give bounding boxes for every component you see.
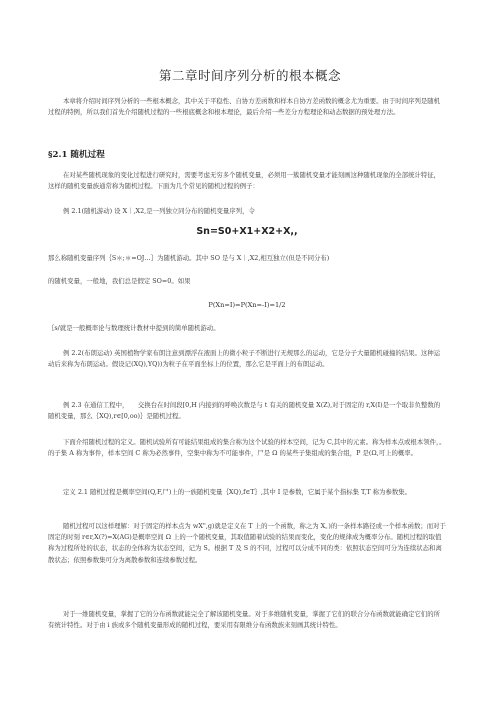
paragraph-2: 那么称随机变量序列｛S＊;＊=OJ…｝为随机游动。其中 SO 是与 X｜,X2,相互独立(但是不同分布) — [48, 254, 330, 262]
example-2-2: 例 2.2(布朗运动) 英国植物学家布朗注意到漂浮在液面上的微小粒子不断进行无规那么的运动，它是分子大量随机碰撞的结果。这种运动后来称为布朗运动。假设记(XQ),YQ))为粒子在平面坐标上的位置，那么它是平面上的布朗运动。 — [48, 349, 441, 369]
formula-probability: P(Xn=I)=P(Xn=-I)=1/2 — [208, 301, 286, 309]
paragraph-6: 随机过程可以这样理解：对于固定的样本点为 wX",g)就是定义在 T 上的一个函数，称之为 X。)的一条样本路径或一个样本函数；而对于固定的时刻 r∈r,X(?)=X(AG)是概率空间 Ω 上的一个随机变量，其取值随着试验的结果而变化，变化的规律成为概率分布。随机过程的取值称为过程所处的状态，状态的全体称为状态空间，记为 S。根据 T 及 S 的不同，过程可以分成不同的类：依照状态空间可分为连续状态和离散状态；依照参数集可分为离散参数和连续参数过程。 — [48, 522, 446, 564]
paragraph-7: 对于一维随机变量，掌握了它的分布函数就能完全了解该随机变量。对于多维随机变量，掌握了它们的联合分布函数就能确定它们的所有统计特性。对于由 i 族或多个随机变量形成的随机过程，要采用有限维分布函数族来刻画其统计特性。 — [48, 610, 441, 630]
formula-random-walk: Sn=S0+X1+X2+X,, — [196, 226, 298, 237]
section-heading: §2.1 随机过程 — [48, 150, 105, 160]
chapter-title: 第二章时间序列分析的根本概念 — [158, 68, 341, 83]
paragraph-3: 的随机变量，一般地，我们总是假定 SO=0。如果 — [48, 277, 191, 285]
paragraph-1: 在对某些随机现象的变化过程进行研究时，需要考虑无穷多个随机变量，必须用一簇随机变量才能刻画这种随机现象的全部统计特征，这样的随机变量族通常称为随机过程。下面为几个常见的随机过程的例子： — [48, 171, 441, 191]
intro-paragraph: 本章将介绍时间序列分析的一些根本概念，其中关于平稳性、自协方差函数和样本自协方差函数的概念尤为重要。由于时间序列是随机过程的特例，所以我们首先介绍随机过程的一些根底概念和根本理论，最后介绍一些差分方程理论和动态数据的预处理方法。 — [48, 97, 441, 117]
paragraph-5: 下面介绍随机过程的定义。随机试验所有可能结果组成的集合称为这个试验的样本空间，记为 C,其中的元素。称为样本点或根本领件，。的子集 A 称为事件，样本空间 C 称为必然事件，空集中称为不可能事件，尸是 Ω 的某些子集组成的集合组，P 是(Ω,可上的概率。 — [48, 438, 446, 458]
definition-2-1: 定义 2.1 随机过程是概率空间(Q,F,尸)上的一族随机变量｛XQ),f∈T｝,其中 I 是参数，它属于某个指标集 T,T 称为参数集。 — [63, 488, 412, 496]
example-2-3: 例 2.3 在通信工程中， 交换台在时间段[0,H 内接到的呼唤次数是与 t 有关的随机变量 X(Z),对于固定的 r,X(I)是一个取非负整数的随机变量，那么｛XQ),r∈[0,oo)｝是随机过程。 — [48, 401, 441, 421]
example-2-1: 例 2.1(随机游动) 设 X｜,X2,是一列独立同分布的随机变量序列，令 — [63, 207, 255, 215]
paragraph-4: ｛s/就是一般概率论与数理统计教材中提到的简单随机游动。 — [48, 324, 220, 332]
